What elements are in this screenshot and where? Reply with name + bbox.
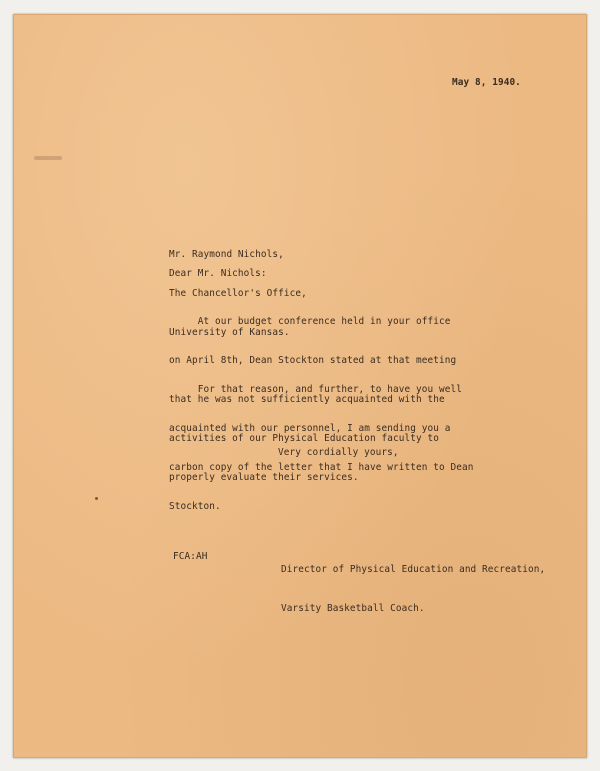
paragraph-line: activities of our Physical Education faculty to (169, 433, 439, 444)
ink-dot (95, 497, 98, 500)
reference-initials: FCA:AH (173, 551, 208, 562)
body-paragraph-2 (169, 357, 473, 526)
paragraph-line: Stockton. (169, 501, 221, 512)
paragraph-line: that he was not sufficiently acquainted with the (169, 394, 445, 405)
recipient-line: Mr. Raymond Nichols, (169, 249, 284, 260)
signer-title-line: Director of Physical Education and Recreation, (281, 564, 546, 575)
paragraph-line: acquainted with our personnel, I am sending you a (169, 423, 451, 434)
signer-title (281, 537, 545, 628)
paragraph-line: carbon copy of the letter that I have written to Dean (169, 462, 474, 473)
recipient-line: The Chancellor's Office, (169, 288, 307, 299)
paragraph-line: on April 8th, Dean Stockton stated at that meeting (169, 355, 457, 366)
paragraph-line: properly evaluate their services. (169, 472, 359, 483)
ink-smudge (34, 156, 62, 160)
signer-title-line: Varsity Basketball Coach. (281, 603, 425, 614)
letter-date: May 8, 1940. (452, 77, 521, 88)
closing: Very cordially yours, (278, 447, 399, 458)
paragraph-line: For that reason, and further, to have you well (169, 384, 462, 395)
paragraph-line: At our budget conference held in your office (169, 316, 451, 327)
salutation: Dear Mr. Nichols: (169, 268, 267, 279)
recipient-line: University of Kansas. (169, 327, 290, 338)
